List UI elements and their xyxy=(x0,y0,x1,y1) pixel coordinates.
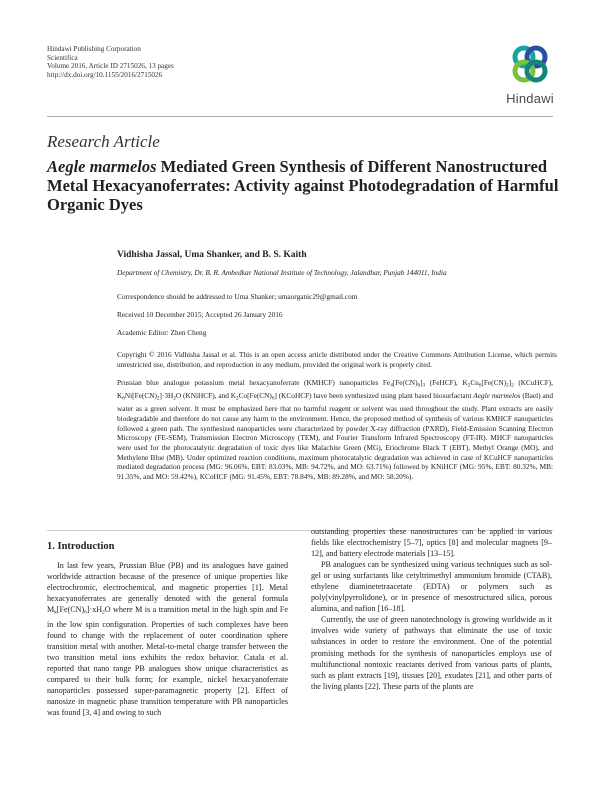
authors: Vidhisha Jassal, Uma Shanker, and B. S. Kaith xyxy=(117,250,307,260)
section-heading-introduction: 1. Introduction xyxy=(47,541,115,552)
hindawi-logo xyxy=(500,42,560,104)
intro-left-column xyxy=(47,560,288,718)
title-species: Aegle marmelos xyxy=(47,157,157,176)
abstract: Prussian blue analogue potassium metal hexacyanoferrate (KMHCF) nanoparticles $Fe_4[Fe(CN)_6]_3$ (FeHCF), $K_2Cu_6[Fe(CN)_2]_2$ (KCuHCF), $K_6Ni[Fe(CN)_2]\cdot 3H_2O$ (KNiHCF), and $K_2Co[Fe(CN)_6]$ (KCoHCF) have been synthesized using plant based biosurfactant Aegle marmelos (Bael) and water as a green solvent. It must be emphasized here that no harmful reagent or solvent was used throughout the study. Plant extracts are easily biodegradable and therefore do not cause any harm to the environment. Hence, the proposed method of synthesis of various KMHCF nanoparticles followed a green path. The synthesized nanoparticles were characterized by powder X-ray diffraction (PXRD), Field-Emission Scanning Electron Microscopy (FE-SEM), Transmission Electron Microscopy (TEM), and Fourier Transform Infrared Spectroscopy (FT-IR). MHCF nanoparticles were used for the photocatalytic degradation of toxic dyes like Malachite Green (MG), Eriochrome Black T (EBT), Methyl Orange (MO), and Methylene Blue (MB). Under optimized reaction conditions, maximum photocatalytic degradation was achieved in case of KCuHCF nanoparticles mediated degradation process (MG: 96.06%, EBT: 83.03%, MB: 94.72%, and MO: 63.71%) followed by KNiHCF (MG: 95%, EBT: 80.32%, MB: 91.35%, and MO: 59.42%), KCoHCF (MG: 91.45%, EBT: 78.84%, MB: 89.28%, and MO: 58.20%). xyxy=(117,378,554,481)
hindawi-logo-icon xyxy=(500,42,560,90)
copyright-notice: Copyright © 2016 Vidhisha Jassal et al. This is an open access article distributed under the Creative Commons Attribution License, which permits unrestricted use, distribution, and reproduction in any medium, provided the original work is properly cited. xyxy=(117,350,557,369)
volume-info: Volume 2016, Article ID 2715026, 13 pages xyxy=(47,62,174,71)
title-rest: Mediated Green Synthesis of Different Nanostructured Metal Hexacyanoferrates: Activity against Photodegradation of Harmful Organic Dyes xyxy=(47,157,559,214)
article-type: Research Article xyxy=(47,132,160,151)
doi-link[interactable]: http://dx.doi.org/10.1155/2016/2715026 xyxy=(47,70,163,79)
journal-name: Scientifica xyxy=(47,53,78,62)
academic-editor: Academic Editor: Zhen Cheng xyxy=(117,328,207,337)
intro-paragraph-1: In last few years, Prussian Blue (PB) and its analogues have gained worldwide attraction because of the presence of unique properties like electrochromic, electrochemical, and magnetic properties [1]. Metal hexacyanoferrates are generally denoted with the general formula $M_k[Fe(CN)_6]\cdot xH_2O$ where M is a transition metal in the high spin and Fe in the low spin configuration. Properties of such complexes have been found to change with the replacement of outer coordination sphere transition metal with another. Metal-to-metal charge transfer between the two transition metal ions exhibits the redox behavior. Catala et al. reported that nano range PB analogues show unique characteristics as compared to their bulk form; for example, nickel hexacyanoferrate nanoparticles possessed super-paramagnetic property [2]. Effect of nanosize in magnetic phase transition temperature with PB nanoparticles was found [3, 4] and owing to such xyxy=(47,561,288,718)
correspondence: Correspondence should be addressed to Uma Shanker; umaorganic29@gmail.com xyxy=(117,292,358,301)
abstract-species: Aegle marmelos xyxy=(473,391,521,401)
intro-paragraph-2: PB analogues can be synthesized using various techniques such as sol-gel or using surfactants like cetyltrimethyl ammonium bromide (CTAB), ethylene diaminetetraacetate (EDTA) or polymers such as poly(vinylpyrrolidone), or in presence of mesostructured silica, porous alumina, and nafion [16–18]. xyxy=(311,560,552,614)
affiliation: Department of Chemistry, Dr. B. R. Ambedkar National Institute of Technology, Jalandhar, Punjab 144011, India xyxy=(117,268,447,277)
hindawi-logo-text: Hindawi xyxy=(506,91,554,106)
intro-paragraph-3: Currently, the use of green nanotechnology is growing worldwide as it involves wide variety of pathways that eliminate the use of toxic substances in order to restore the environment. One of the potential promising methods for the synthesis of nanoparticles employs use of multifunctional nontoxic reactants derived from various parts of plants, such as plant extracts [19], tissues [20], exudates [21], and other parts of the living plants [22]. These parts of the plants are xyxy=(311,615,552,691)
received-accepted-dates: Received 10 December 2015; Accepted 26 January 2016 xyxy=(117,310,283,319)
header-divider xyxy=(47,116,553,117)
intro-paragraph-1-cont: outstanding properties these nanostructures can be applied in various fields like electrochemistry [5–7], optics [8] and molecular magnets [9–12], and battery electrode materials [13–15]. xyxy=(311,527,552,559)
publisher: Hindawi Publishing Corporation xyxy=(47,45,141,53)
journal-header xyxy=(47,45,174,79)
article-title xyxy=(47,157,567,214)
intro-right-column xyxy=(311,526,552,692)
